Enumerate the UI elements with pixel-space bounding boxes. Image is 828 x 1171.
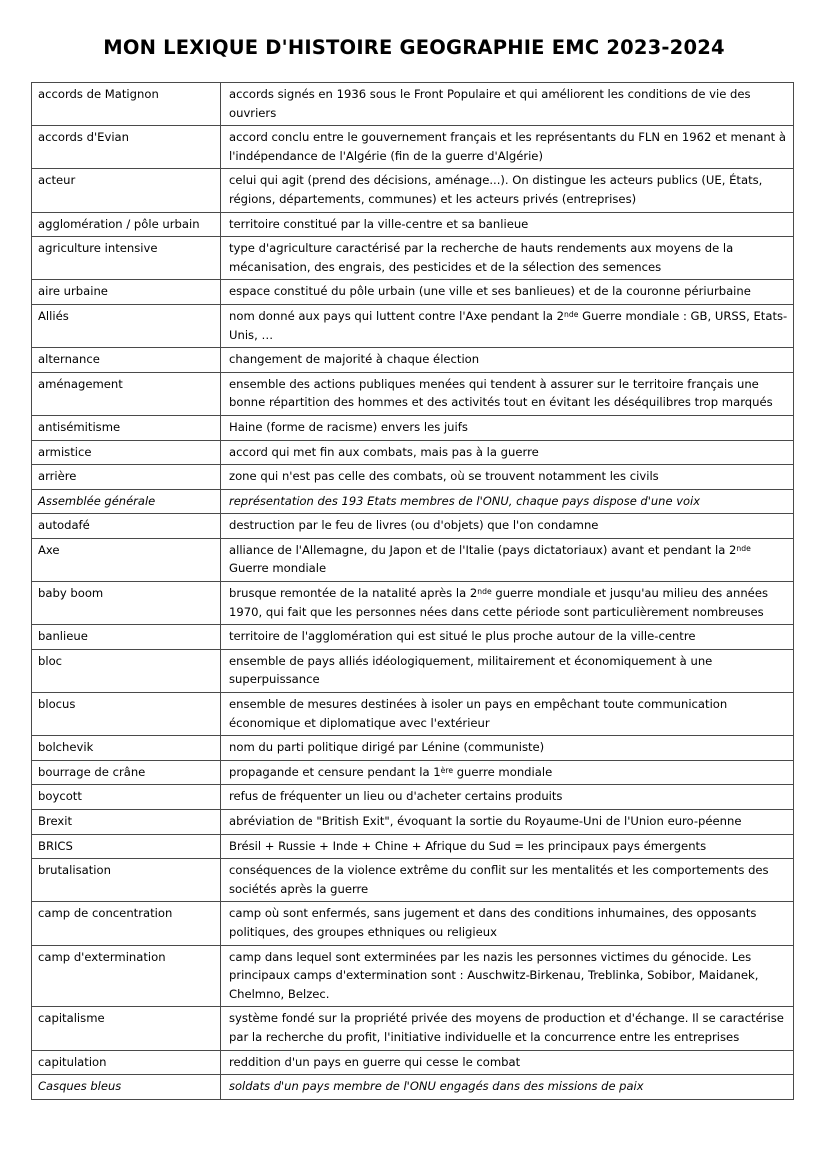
lexicon-definition-cell: celui qui agit (prend des décisions, aménage...). On distingue les acteurs publics (UE, États, régions, départements, communes) et les acteurs privés (entreprises): [221, 169, 794, 212]
lexicon-table-body: [32, 83, 794, 1100]
table-row: [32, 582, 794, 625]
table-row: [32, 649, 794, 692]
lexicon-term-cell: Assemblée générale: [32, 489, 221, 514]
lexicon-definition-cell: ensemble de mesures destinées à isoler un pays en empêchant toute communication économique et diplomatique avec l'extérieur: [221, 693, 794, 736]
table-row: [32, 280, 794, 305]
lexicon-term-cell: banlieue: [32, 625, 221, 650]
lexicon-definition-cell: accord conclu entre le gouvernement français et les représentants du FLN en 1962 et menant à l'indépendance de l'Algérie (fin de la guerre d'Algérie): [221, 126, 794, 169]
lexicon-term-cell: antisémitisme: [32, 415, 221, 440]
table-row: [32, 304, 794, 347]
lexicon-definition-cell: refus de fréquenter un lieu ou d'acheter certains produits: [221, 785, 794, 810]
lexicon-definition-cell: abréviation de "British Exit", évoquant la sortie du Royaume-Uni de l'Union euro-péenne: [221, 810, 794, 835]
lexicon-definition-cell: conséquences de la violence extrême du conflit sur les mentalités et les comportements des sociétés après la guerre: [221, 859, 794, 902]
lexicon-term-cell: capitulation: [32, 1050, 221, 1075]
lexicon-term-cell: agglomération / pôle urbain: [32, 212, 221, 237]
lexicon-term-cell: bloc: [32, 649, 221, 692]
lexicon-definition-cell: ensemble des actions publiques menées qui tendent à assurer sur le territoire français une bonne répartition des hommes et des activités tout en évitant les déséquilibres trop marqués: [221, 372, 794, 415]
lexicon-definition-cell: brusque remontée de la natalité après la 2nde guerre mondiale et jusqu'au milieu des années 1970, qui fait que les personnes nées dans cette période sont particulièrement nombreuses: [221, 582, 794, 625]
lexicon-definition-cell: accord qui met fin aux combats, mais pas à la guerre: [221, 440, 794, 465]
lexicon-definition-cell: alliance de l'Allemagne, du Japon et de l'Italie (pays dictatoriaux) avant et pendant la 2nde Guerre mondiale: [221, 538, 794, 581]
lexicon-term-cell: Alliés: [32, 304, 221, 347]
lexicon-definition-cell: Haine (forme de racisme) envers les juifs: [221, 415, 794, 440]
lexicon-term-cell: brutalisation: [32, 859, 221, 902]
lexicon-term-cell: boycott: [32, 785, 221, 810]
lexicon-term-cell: bourrage de crâne: [32, 760, 221, 785]
lexicon-term-cell: BRICS: [32, 834, 221, 859]
lexicon-definition-cell: accords signés en 1936 sous le Front Populaire et qui améliorent les conditions de vie des ouvriers: [221, 83, 794, 126]
table-row: [32, 785, 794, 810]
table-row: [32, 859, 794, 902]
table-row: [32, 465, 794, 490]
table-row: [32, 1050, 794, 1075]
table-row: [32, 372, 794, 415]
lexicon-term-cell: Axe: [32, 538, 221, 581]
lexicon-term-cell: aire urbaine: [32, 280, 221, 305]
table-row: [32, 945, 794, 1007]
lexicon-term-cell: Casques bleus: [32, 1075, 221, 1100]
table-row: [32, 169, 794, 212]
lexicon-definition-cell: reddition d'un pays en guerre qui cesse le combat: [221, 1050, 794, 1075]
lexicon-term-cell: accords d'Evian: [32, 126, 221, 169]
lexicon-term-cell: camp d'extermination: [32, 945, 221, 1007]
lexicon-table-wrapper: [31, 82, 793, 1100]
table-row: [32, 1007, 794, 1050]
lexicon-definition-cell: représentation des 193 Etats membres de l'ONU, chaque pays dispose d'une voix: [221, 489, 794, 514]
lexicon-term-cell: arrière: [32, 465, 221, 490]
table-row: [32, 83, 794, 126]
lexicon-definition-cell: territoire de l'agglomération qui est situé le plus proche autour de la ville-centre: [221, 625, 794, 650]
table-row: [32, 440, 794, 465]
table-row: [32, 514, 794, 539]
lexicon-definition-cell: nom donné aux pays qui luttent contre l'Axe pendant la 2nde Guerre mondiale : GB, URSS, Etats-Unis, …: [221, 304, 794, 347]
table-row: [32, 348, 794, 373]
lexicon-definition-cell: soldats d'un pays membre de l'ONU engagés dans des missions de paix: [221, 1075, 794, 1100]
lexicon-table: [31, 82, 794, 1100]
lexicon-term-cell: acteur: [32, 169, 221, 212]
table-row: [32, 237, 794, 280]
lexicon-term-cell: camp de concentration: [32, 902, 221, 945]
lexicon-term-cell: alternance: [32, 348, 221, 373]
lexicon-definition-cell: zone qui n'est pas celle des combats, où se trouvent notamment les civils: [221, 465, 794, 490]
lexicon-term-cell: armistice: [32, 440, 221, 465]
table-row: [32, 902, 794, 945]
page-title: MON LEXIQUE D'HISTOIRE GEOGRAPHIE EMC 2023-2024: [103, 36, 725, 59]
table-row: [32, 810, 794, 835]
lexicon-term-cell: accords de Matignon: [32, 83, 221, 126]
lexicon-definition-cell: ensemble de pays alliés idéologiquement, militairement et économiquement à une superpuissance: [221, 649, 794, 692]
table-row: [32, 415, 794, 440]
lexicon-definition-cell: espace constitué du pôle urbain (une ville et ses banlieues) et de la couronne périurbaine: [221, 280, 794, 305]
table-row: [32, 834, 794, 859]
lexicon-definition-cell: système fondé sur la propriété privée des moyens de production et d'échange. Il se caractérise par la recherche du profit, l'initiative individuelle et la concurrence entre les entreprises: [221, 1007, 794, 1050]
table-row: [32, 693, 794, 736]
lexicon-definition-cell: camp dans lequel sont exterminées par les nazis les personnes victimes du génocide. Les principaux camps d'extermination sont : Auschwitz-Birkenau, Treblinka, Sobibor, Maidanek, Chelmno, Belzec.: [221, 945, 794, 1007]
lexicon-term-cell: baby boom: [32, 582, 221, 625]
lexicon-definition-cell: changement de majorité à chaque élection: [221, 348, 794, 373]
lexicon-definition-cell: Brésil + Russie + Inde + Chine + Afrique du Sud = les principaux pays émergents: [221, 834, 794, 859]
table-row: [32, 538, 794, 581]
lexicon-term-cell: Brexit: [32, 810, 221, 835]
lexicon-definition-cell: type d'agriculture caractérisé par la recherche de hauts rendements aux moyens de la mécanisation, des engrais, des pesticides et de la sélection des semences: [221, 237, 794, 280]
lexicon-term-cell: capitalisme: [32, 1007, 221, 1050]
lexicon-definition-cell: territoire constitué par la ville-centre et sa banlieue: [221, 212, 794, 237]
table-row: [32, 625, 794, 650]
table-row: [32, 760, 794, 785]
table-row: [32, 1075, 794, 1100]
lexicon-term-cell: aménagement: [32, 372, 221, 415]
lexicon-term-cell: bolchevik: [32, 736, 221, 761]
table-row: [32, 736, 794, 761]
lexicon-term-cell: autodafé: [32, 514, 221, 539]
lexicon-definition-cell: destruction par le feu de livres (ou d'objets) que l'on condamne: [221, 514, 794, 539]
lexicon-definition-cell: camp où sont enfermés, sans jugement et dans des conditions inhumaines, des opposants politiques, des groupes ethniques ou religieux: [221, 902, 794, 945]
table-row: [32, 212, 794, 237]
table-row: [32, 489, 794, 514]
table-row: [32, 126, 794, 169]
lexicon-definition-cell: propagande et censure pendant la 1ère guerre mondiale: [221, 760, 794, 785]
lexicon-definition-cell: nom du parti politique dirigé par Lénine (communiste): [221, 736, 794, 761]
lexicon-term-cell: agriculture intensive: [32, 237, 221, 280]
lexicon-term-cell: blocus: [32, 693, 221, 736]
